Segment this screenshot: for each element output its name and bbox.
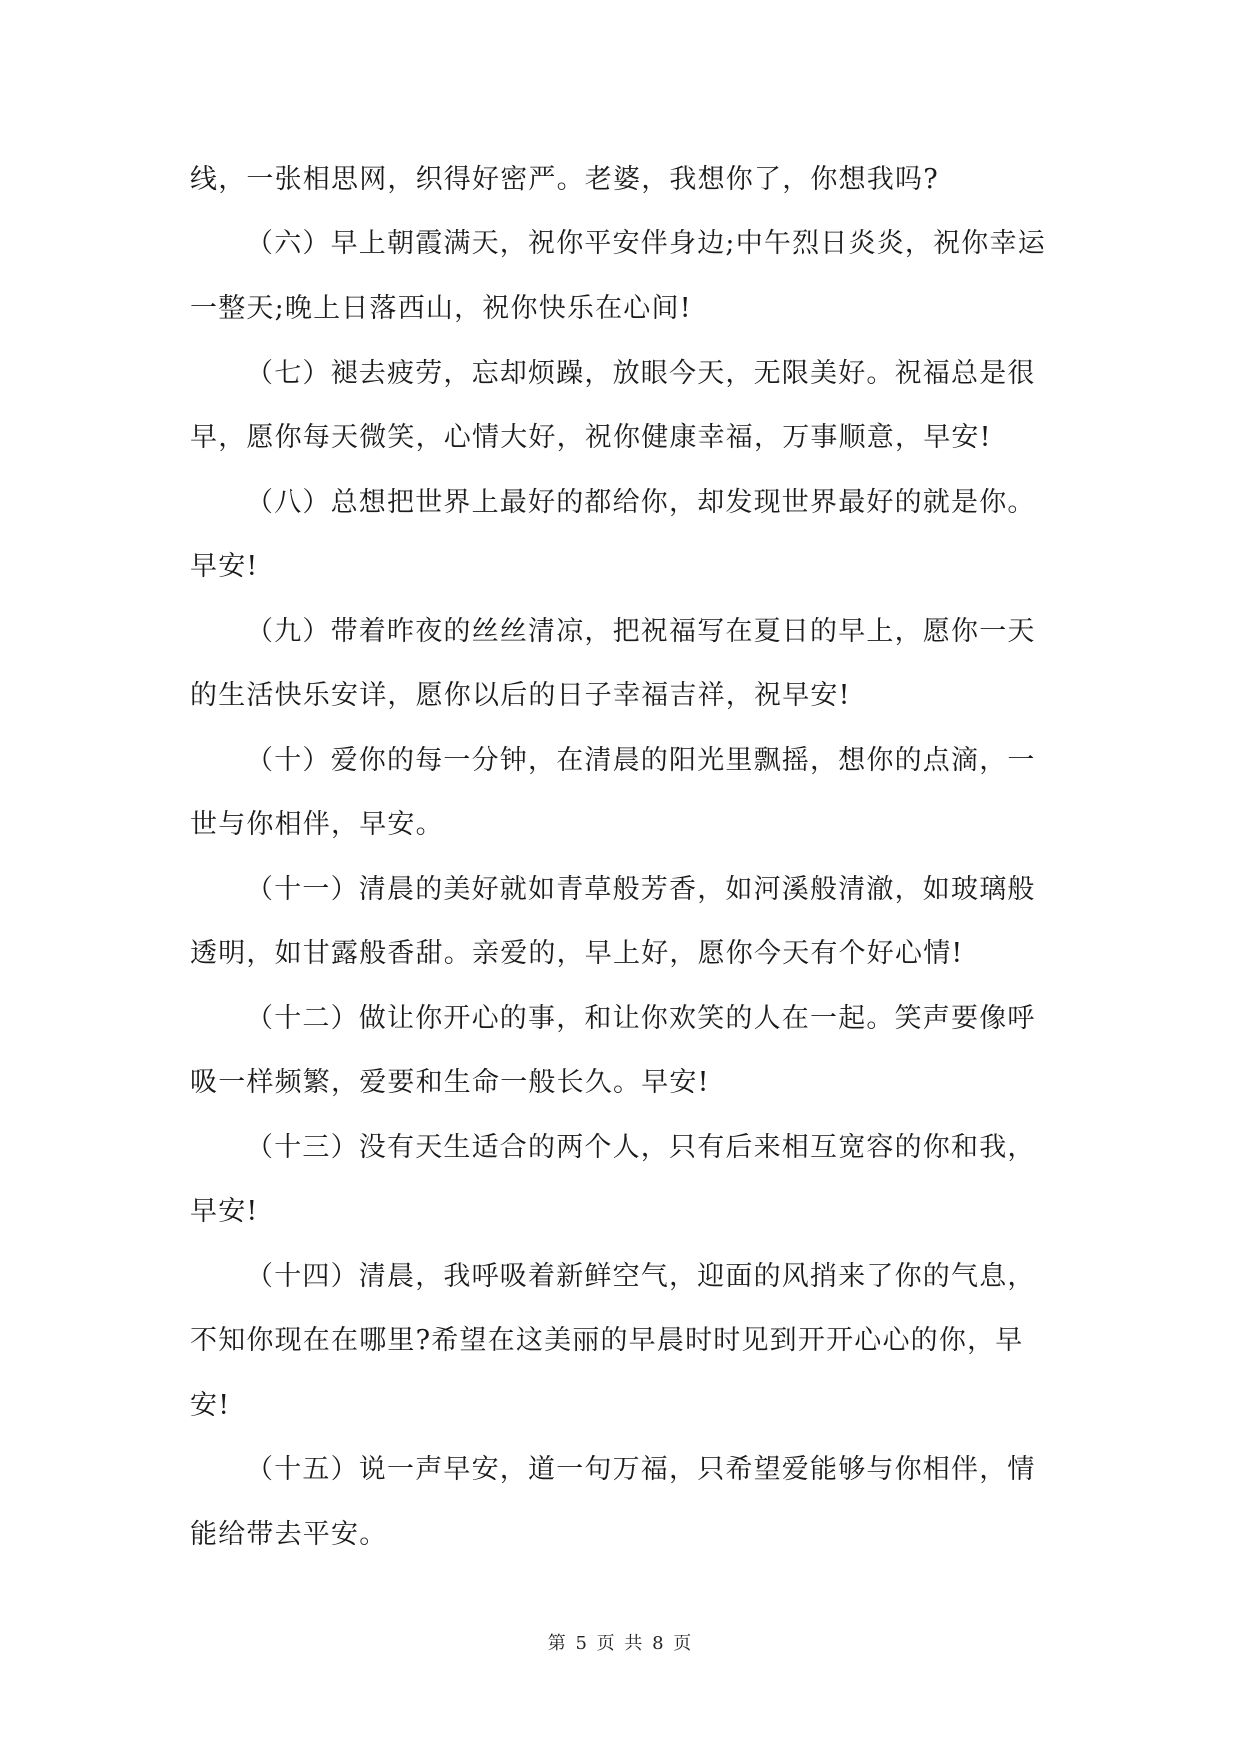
- paragraph-line: （七）褪去疲劳，忘却烦躁，放眼今天，无限美好。祝福总是很: [246, 358, 1036, 389]
- paragraph-line: （十一）清晨的美好就如青草般芳香，如河溪般清澈，如玻璃般: [246, 874, 1036, 905]
- paragraph-line: 能给带去平安。: [190, 1519, 388, 1550]
- paragraph-line: 早安!: [190, 551, 259, 582]
- paragraph-line: （八）总想把世界上最好的都给你，却发现世界最好的就是你。: [246, 487, 1036, 518]
- paragraph-line: 的生活快乐安详，愿你以后的日子幸福吉祥，祝早安!: [190, 680, 851, 711]
- paragraph-line: （六）早上朝霞满天，祝你平安伴身边;中午烈日炎炎，祝你幸运: [246, 228, 1046, 259]
- paragraph-line: （十五）说一声早安，道一句万福，只希望爱能够与你相伴，情: [246, 1454, 1036, 1485]
- paragraph-line: （九）带着昨夜的丝丝清凉，把祝福写在夏日的早上，愿你一天: [246, 616, 1036, 647]
- paragraph-line: 透明，如甘露般香甜。亲爱的，早上好，愿你今天有个好心情!: [190, 938, 964, 969]
- paragraph-line: （十）爱你的每一分钟，在清晨的阳光里飘摇，想你的点滴，一: [246, 745, 1036, 776]
- paragraph-line: 早，愿你每天微笑，心情大好，祝你健康幸福，万事顺意，早安!: [190, 422, 992, 453]
- paragraph-line: 安!: [190, 1390, 231, 1421]
- paragraph-line: 不知你现在在哪里?希望在这美丽的早晨时时见到开开心心的你，早: [190, 1325, 1024, 1356]
- paragraph-line: 世与你相伴，早安。: [190, 809, 444, 840]
- paragraph-line: 吸一样频繁，爱要和生命一般长久。早安!: [190, 1067, 710, 1098]
- paragraph-line: （十四）清晨，我呼吸着新鲜空气，迎面的风捎来了你的气息，: [246, 1261, 1036, 1292]
- paragraph-line: （十三）没有天生适合的两个人，只有后来相互宽容的你和我，: [246, 1132, 1036, 1163]
- page-number-footer: 第 5 页 共 8 页: [547, 1633, 694, 1654]
- paragraph-line: 一整天;晚上日落西山，祝你快乐在心间!: [190, 293, 692, 324]
- paragraph-line: 线，一张相思网，织得好密严。老婆，我想你了，你想我吗?: [190, 164, 939, 195]
- paragraph-line: （十二）做让你开心的事，和让你欢笑的人在一起。笑声要像呼: [246, 1003, 1036, 1034]
- paragraph-line: 早安!: [190, 1196, 259, 1227]
